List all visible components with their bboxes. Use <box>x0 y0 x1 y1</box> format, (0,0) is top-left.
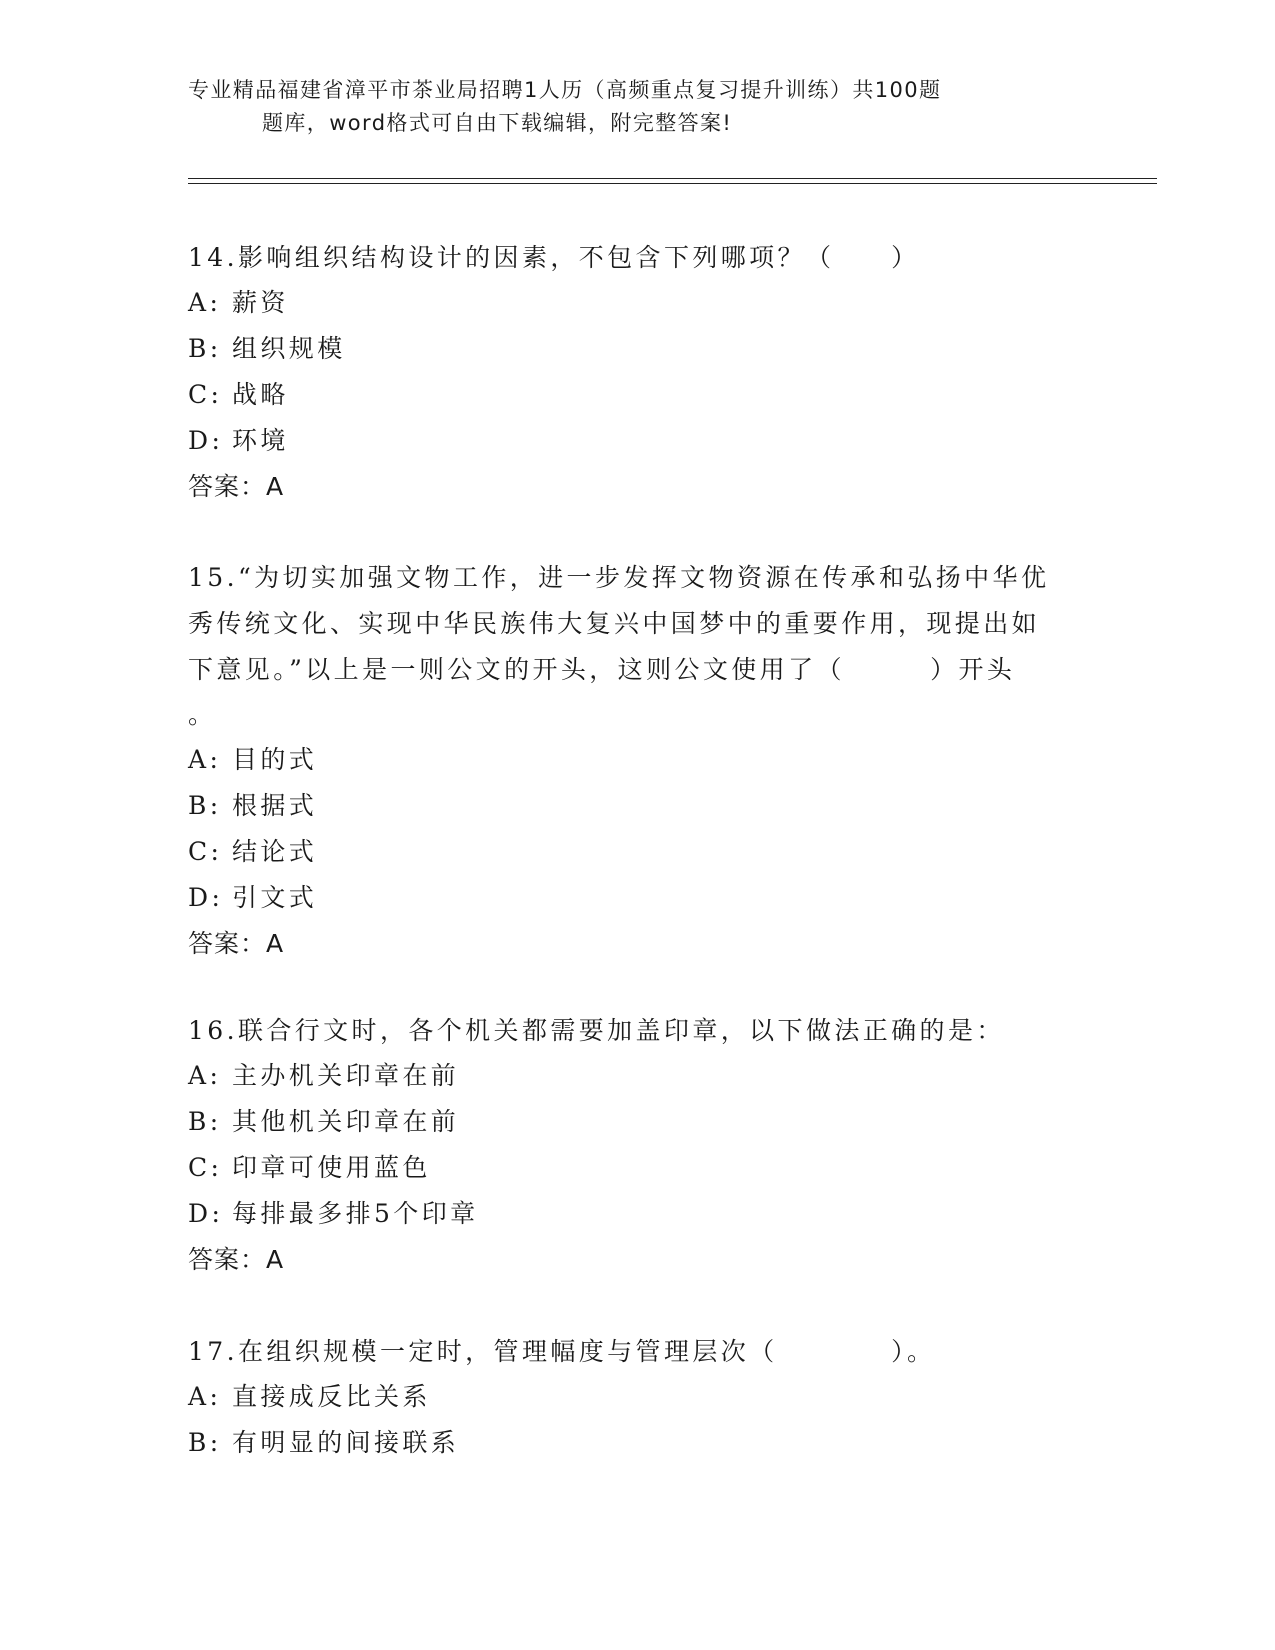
option-d <box>188 1191 1088 1237</box>
option-key: C: <box>188 380 223 409</box>
option-b <box>188 326 1088 372</box>
answer-line: 答案：A <box>188 472 285 501</box>
question-16 <box>188 1008 1088 1283</box>
question-stem: 14.影响组织结构设计的因素，不包含下列哪项？（ ） <box>188 243 920 272</box>
option-text: 结论式 <box>232 837 318 866</box>
option-key: B: <box>188 1107 222 1136</box>
option-key: A: <box>188 745 222 774</box>
header-divider-bottom <box>188 183 1157 184</box>
question-stem: 17.在组织规模一定时，管理幅度与管理层次（ ）。 <box>188 1337 936 1366</box>
question-stem-line-1: 15.“为切实加强文物工作，进一步发挥文物资源在传承和弘扬中华优 <box>188 563 1050 592</box>
option-key: A: <box>188 1382 222 1411</box>
option-c <box>188 829 1088 875</box>
option-c <box>188 372 1088 418</box>
option-key: B: <box>188 791 222 820</box>
option-a <box>188 280 1088 326</box>
option-text: 其他机关印章在前 <box>232 1107 460 1136</box>
option-text: 引文式 <box>232 883 318 912</box>
option-a <box>188 737 1088 783</box>
option-b <box>188 1099 1088 1145</box>
option-text: 薪资 <box>232 288 289 317</box>
question-stem-line-3: 下意见。”以上是一则公文的开头，这则公文使用了（ ）开头 <box>188 655 1016 684</box>
option-text: 每排最多排5个印章 <box>232 1199 479 1228</box>
question-14 <box>188 235 1088 510</box>
question-15 <box>188 555 1088 967</box>
option-key: A: <box>188 288 222 317</box>
option-d <box>188 418 1088 464</box>
option-text: 环境 <box>232 426 289 455</box>
option-b <box>188 1420 1088 1466</box>
option-key: D: <box>188 426 224 455</box>
document-header <box>188 74 1068 140</box>
header-title-line-1: 专业精品福建省漳平市茶业局招聘1人历（高频重点复习提升训练）共100题 <box>188 78 942 102</box>
option-b <box>188 783 1088 829</box>
header-title-line-2: 题库，word格式可自由下载编辑，附完整答案! <box>262 111 733 135</box>
option-text: 有明显的间接联系 <box>232 1428 460 1457</box>
option-text: 目的式 <box>232 745 318 774</box>
question-stem-line-2: 秀传统文化、实现中华民族伟大复兴中国梦中的重要作用，现提出如 <box>188 609 1041 638</box>
option-key: C: <box>188 837 223 866</box>
answer-line: 答案：A <box>188 1245 285 1274</box>
question-stem-line-4: 。 <box>188 700 217 729</box>
option-key: B: <box>188 1428 222 1457</box>
header-divider-top <box>188 178 1157 179</box>
option-d <box>188 875 1088 921</box>
option-key: D: <box>188 1199 224 1228</box>
option-key: A: <box>188 1061 222 1090</box>
option-a <box>188 1374 1088 1420</box>
option-text: 战略 <box>232 380 289 409</box>
option-key: B: <box>188 334 222 363</box>
option-text: 主办机关印章在前 <box>232 1061 460 1090</box>
option-a <box>188 1053 1088 1099</box>
option-text: 组织规模 <box>232 334 346 363</box>
option-text: 印章可使用蓝色 <box>232 1153 431 1182</box>
option-text: 直接成反比关系 <box>232 1382 431 1411</box>
question-17 <box>188 1329 1088 1466</box>
question-stem: 16.联合行文时，各个机关都需要加盖印章，以下做法正确的是： <box>188 1016 1005 1045</box>
option-text: 根据式 <box>232 791 318 820</box>
option-key: C: <box>188 1153 223 1182</box>
option-c <box>188 1145 1088 1191</box>
option-key: D: <box>188 883 224 912</box>
answer-line: 答案：A <box>188 929 285 958</box>
